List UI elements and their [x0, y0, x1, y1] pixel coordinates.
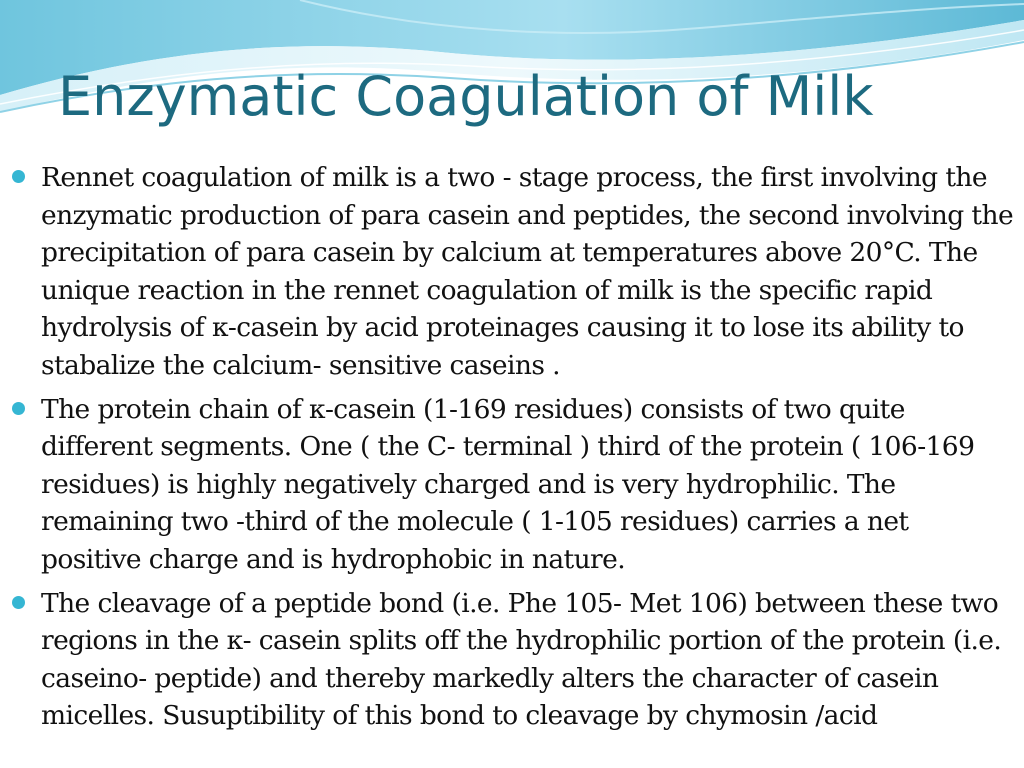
bullet-list: [0, 159, 1024, 741]
bullet-item-kappa-casein-chain: [0, 391, 1024, 579]
bullet-dot-icon: [12, 402, 25, 415]
slide-title: Enzymatic Coagulation of Milk: [58, 65, 874, 128]
bullet-text: The cleavage of a peptide bond (i.e. Phe 105- Met 106) between these two regions in the κ- casein splits off the hydrophilic portion of the protein (i.e. caseino- peptide) and thereby markedly alters the character of casein micelles. Susuptibility of this bond to cleavage by chymosin /acid: [41, 587, 1002, 732]
bullet-text: Rennet coagulation of milk is a two - stage process, the first involving the enzymatic production of para casein and peptides, the second involving the precipitation of para casein by calcium at temperatures above 20°C. The unique reaction in the rennet coagulation of milk is the specific rapid hydrolysis of κ-casein by acid proteinages causing it to lose its ability to stabalize the calcium- sensitive caseins .: [41, 162, 1014, 381]
bullet-text: The protein chain of κ-casein (1-169 residues) consists of two quite different segments. One ( the C- terminal ) third of the protein ( 106-169 residues) is highly negatively charged and is very hydrophilic. The remaining two -third of the molecule ( 1-105 residues) carries a net positive charge and is hydrophobic in nature.: [41, 393, 975, 575]
bullet-dot-icon: [12, 170, 25, 183]
bullet-dot-icon: [12, 596, 25, 609]
bullet-item-peptide-cleavage: [0, 585, 1024, 735]
bullet-item-rennet-coagulation: [0, 159, 1024, 385]
